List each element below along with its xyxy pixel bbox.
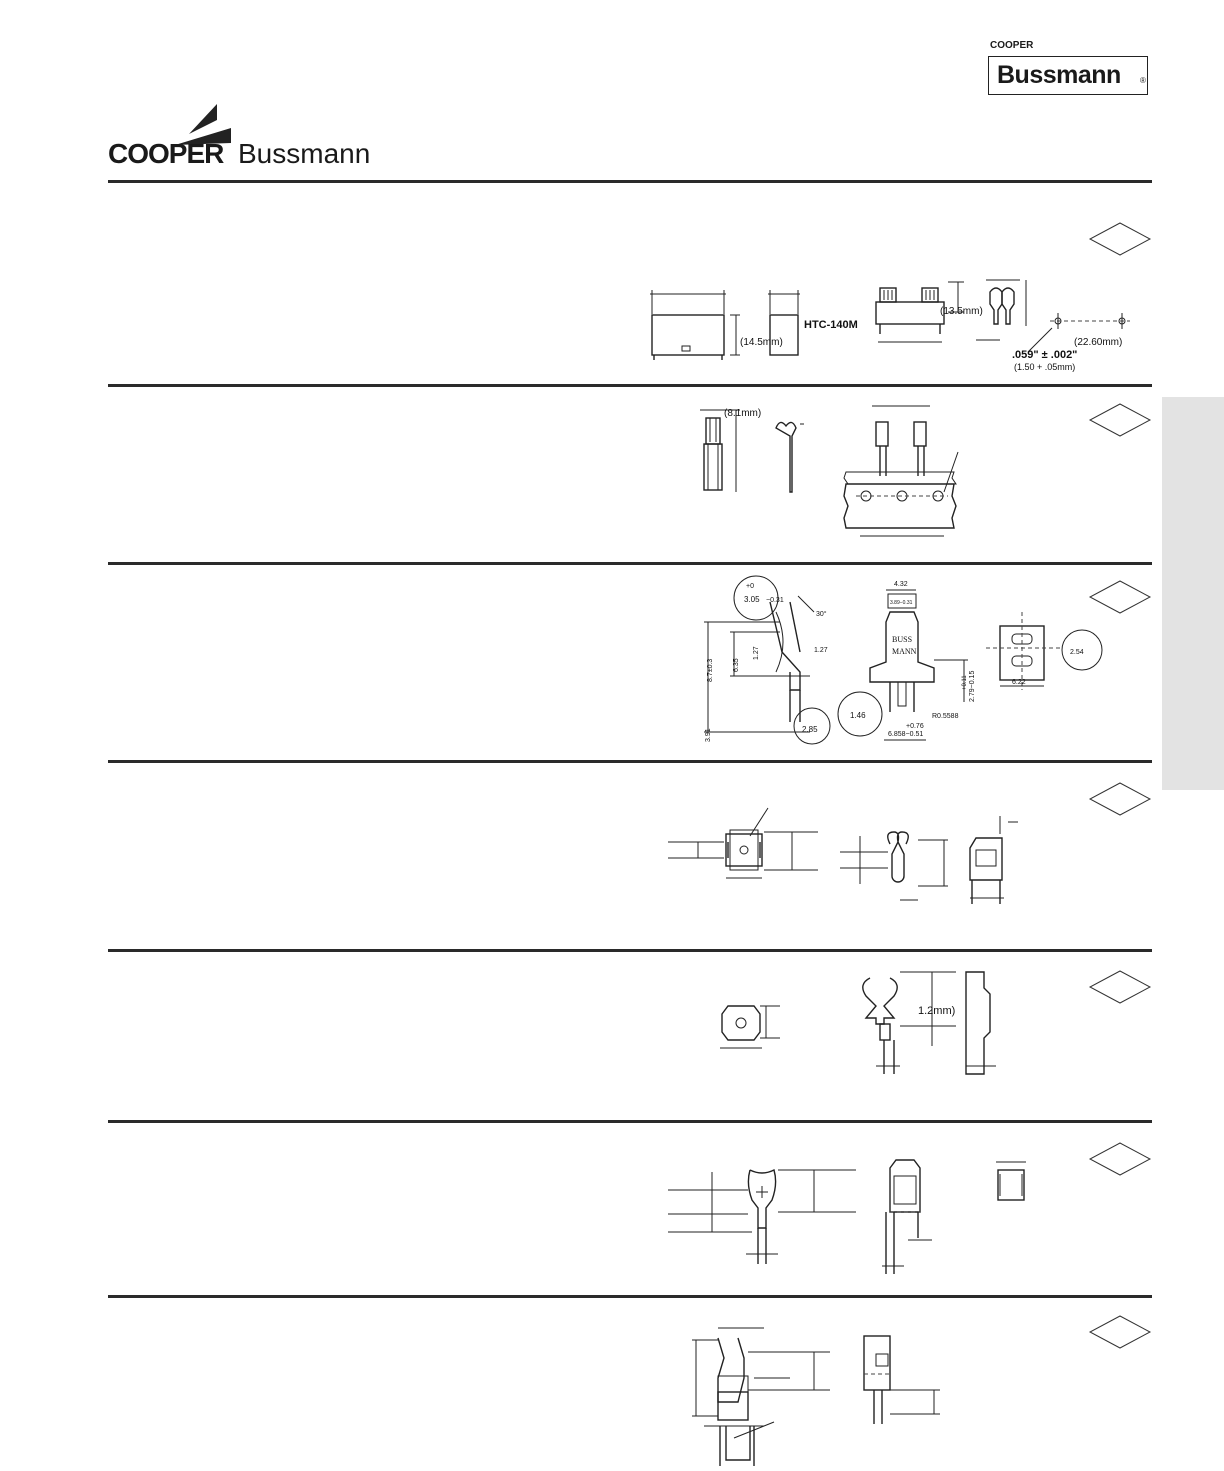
dim-8-7: 8.7±0.3 [707, 658, 714, 682]
brand-buss: BUSS [892, 635, 913, 644]
part-label-htc140m: HTC-140M [804, 319, 858, 331]
section4-drawing [668, 806, 1028, 916]
dim-6-858-plus: +0.76 [906, 723, 924, 730]
dim-3-91: 3.91 [705, 728, 712, 742]
diamond-icon [1088, 403, 1152, 437]
dim-6-35: 6.35 [733, 658, 740, 672]
brand-mann: MANN [892, 647, 917, 656]
diamond-icon [1088, 222, 1152, 256]
dim-2-85: 2.85 [802, 725, 818, 734]
dim-angle-30: 30° [816, 611, 827, 618]
small-logo-registered: ® [1140, 76, 1146, 85]
main-logo-bussmann: Bussmann [238, 138, 371, 169]
dim-3-05: 3.05 [744, 595, 760, 604]
divider [108, 562, 1152, 565]
main-logo-cooper: COOPER [108, 138, 224, 169]
divider [108, 1120, 1152, 1123]
dim-1-2mm: 1.2mm) [918, 1005, 956, 1017]
section1-drawing [640, 270, 1140, 380]
dim-6-858: 6.858−0.51 [888, 731, 924, 738]
diamond-icon [1088, 1315, 1152, 1349]
diamond-icon [1088, 970, 1152, 1004]
dim-3-89: 3.89−0.31 [890, 600, 913, 606]
dim-22-60mm: (22.60mm) [1074, 337, 1123, 348]
side-tab [1162, 397, 1224, 790]
section6-drawing [668, 1148, 1048, 1288]
section5-drawing [700, 962, 1010, 1082]
divider [108, 949, 1152, 952]
dim-2-79: 2.79−0.15 [969, 670, 976, 702]
dim-13-5mm: (13.5mm) [940, 306, 983, 317]
dim-1-27: 1.27 [814, 647, 828, 654]
section3-drawing [690, 572, 1120, 752]
divider [108, 180, 1152, 183]
tol-minus: −0.31 [766, 597, 784, 604]
dim-6-22: 6.22 [1012, 679, 1026, 686]
dim-1-46: 1.46 [850, 711, 866, 720]
divider [108, 760, 1152, 763]
dim-14-5mm: (14.5mm) [740, 337, 783, 348]
dim-2-79-plus: +0.11 [962, 675, 968, 690]
divider [108, 1295, 1152, 1298]
tolerance-metric: (1.50 + .05mm) [1014, 362, 1076, 372]
dim-4-32: 4.32 [894, 581, 908, 588]
dim-2-54: 2.54 [1070, 649, 1084, 656]
dim-1-27-vertical: 1.27 [753, 646, 760, 660]
section7-drawing [664, 1318, 954, 1468]
bussmann-small-logo [988, 40, 1148, 95]
dim-r0-5588: R0.5588 [932, 713, 959, 720]
diamond-icon [1088, 782, 1152, 816]
small-logo-bussmann: Bussmann [997, 61, 1121, 89]
tolerance-inch: .059" ± .002" [1012, 349, 1078, 361]
small-logo-cooper: COOPER [990, 40, 1034, 51]
section2-drawing [690, 398, 970, 548]
dim-8-1mm: (8.1mm) [724, 408, 762, 419]
main-logo [108, 104, 408, 170]
divider [108, 384, 1152, 387]
tol-plus: +0 [746, 583, 754, 590]
diamond-icon [1088, 1142, 1152, 1176]
